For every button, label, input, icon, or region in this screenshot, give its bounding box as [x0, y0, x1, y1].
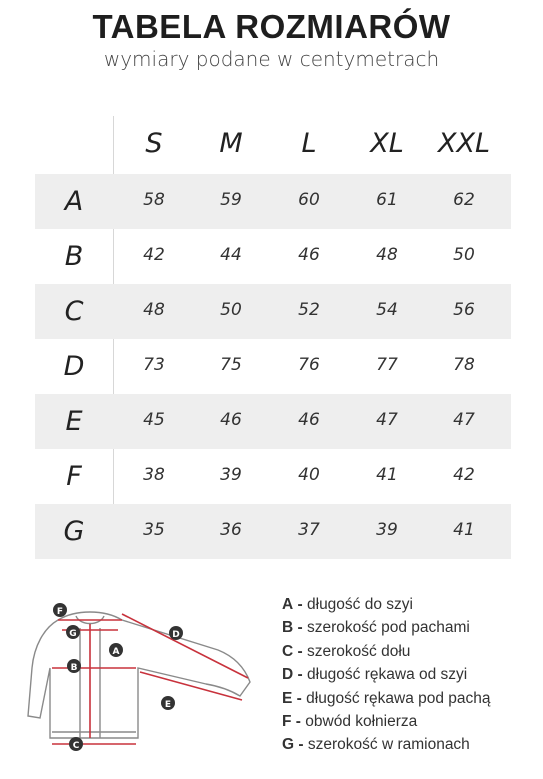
- legend-sep: -: [296, 689, 302, 707]
- table-cell: 73: [143, 355, 165, 375]
- legend-key: D: [282, 666, 294, 684]
- marker-a-label: A: [112, 647, 120, 657]
- header-size-l: L: [301, 128, 317, 159]
- table-cell: 54: [376, 300, 398, 320]
- table-cell: 40: [298, 465, 320, 485]
- legend-sep: -: [295, 712, 301, 730]
- table-cell: 46: [298, 245, 320, 265]
- legend-text: długość rękawa od szyi: [307, 666, 468, 684]
- table-cell: 38: [143, 465, 165, 485]
- table-cell: 46: [220, 410, 242, 430]
- legend-item-f: [282, 710, 542, 733]
- table-cell: 39: [220, 465, 242, 485]
- table-cell: 41: [376, 465, 398, 485]
- jacket-outline: [28, 612, 250, 738]
- legend-sep: -: [297, 642, 303, 660]
- jacket-measurement-diagram: [18, 598, 280, 756]
- table-row-e: [35, 394, 511, 449]
- legend-sep: -: [297, 619, 303, 637]
- legend-text: szerokość pod pachami: [307, 619, 470, 637]
- legend-sep: -: [297, 596, 303, 613]
- legend-item-c: [282, 640, 542, 663]
- legend-text: długość do szyi: [307, 596, 413, 613]
- marker-d-label: D: [172, 630, 180, 640]
- legend-item-g: [282, 733, 542, 756]
- row-label: F: [66, 461, 82, 492]
- table-cell: 59: [220, 190, 242, 210]
- legend-key: B: [282, 619, 294, 637]
- table-cell: 77: [376, 355, 398, 375]
- row-label: C: [64, 296, 84, 327]
- legend-item-d: [282, 663, 542, 686]
- measure-lines: [52, 614, 248, 744]
- table-cell: 61: [376, 190, 398, 210]
- row-label: E: [65, 406, 83, 437]
- row-label: G: [63, 516, 85, 547]
- table-cell: 60: [298, 190, 320, 210]
- legend-text: szerokość dołu: [307, 642, 411, 660]
- table-cell: 42: [453, 465, 475, 485]
- table-cell: 48: [376, 245, 398, 265]
- marker-c-label: C: [72, 741, 80, 751]
- table-cell: 42: [143, 245, 165, 265]
- measurement-legend: [282, 593, 542, 757]
- row-label: B: [64, 241, 84, 272]
- legend-key: A: [282, 596, 294, 613]
- legend-sep: -: [297, 666, 303, 684]
- table-cell: 76: [298, 355, 320, 375]
- legend-key: C: [282, 642, 294, 660]
- table-row-a: [35, 174, 511, 229]
- legend-key: F: [282, 712, 292, 730]
- table-row-d: [35, 339, 511, 394]
- legend-key: E: [282, 689, 293, 707]
- table-cell: 39: [376, 520, 398, 540]
- legend-text: szerokość w ramionach: [307, 736, 470, 754]
- table-cell: 41: [453, 520, 475, 540]
- header-size-m: M: [219, 128, 243, 159]
- table-cell: 47: [453, 410, 475, 430]
- legend-text: obwód kołnierza: [305, 712, 418, 730]
- header-size-s: S: [145, 128, 163, 159]
- page-title: TABELA ROZMIARÓW: [92, 8, 451, 45]
- table-cell: 58: [143, 190, 165, 210]
- legend-item-b: [282, 616, 542, 639]
- table-cell: 50: [220, 300, 242, 320]
- table-cell: 78: [453, 355, 475, 375]
- legend-item-e: [282, 687, 542, 710]
- marker-e-label: E: [164, 700, 172, 710]
- table-cell: 37: [298, 520, 320, 540]
- table-cell: 48: [143, 300, 165, 320]
- marker-g-label: G: [69, 629, 77, 639]
- page-subtitle: wymiary podane w centymetrach: [103, 47, 440, 71]
- table-row-b: [35, 229, 511, 284]
- table-cell: 36: [220, 520, 242, 540]
- table-row-g: [35, 504, 511, 559]
- table-cell: 45: [143, 410, 165, 430]
- row-label: D: [63, 351, 85, 382]
- table-cell: 75: [220, 355, 242, 375]
- table-cell: 44: [220, 245, 242, 265]
- table-cell: 62: [453, 190, 475, 210]
- table-cell: 47: [376, 410, 398, 430]
- legend-key: G: [282, 736, 295, 754]
- table-header: [114, 116, 511, 171]
- table-cell: 50: [453, 245, 475, 265]
- header-size-xl: XL: [370, 128, 404, 159]
- diagram-markers: [53, 603, 183, 751]
- marker-b-label: B: [70, 663, 78, 673]
- table-cell: 56: [453, 300, 475, 320]
- table-cell: 35: [143, 520, 165, 540]
- table-cell: 52: [298, 300, 320, 320]
- table-row-f: [35, 449, 511, 504]
- row-label: A: [64, 186, 84, 217]
- table-row-c: [35, 284, 511, 339]
- header-size-xxl: XXL: [437, 128, 491, 159]
- legend-sep: -: [298, 736, 304, 754]
- legend-item-a: [282, 593, 542, 616]
- marker-f-label: F: [56, 607, 64, 617]
- table-cell: 46: [298, 410, 320, 430]
- legend-text: długość rękawa pod pachą: [306, 689, 491, 707]
